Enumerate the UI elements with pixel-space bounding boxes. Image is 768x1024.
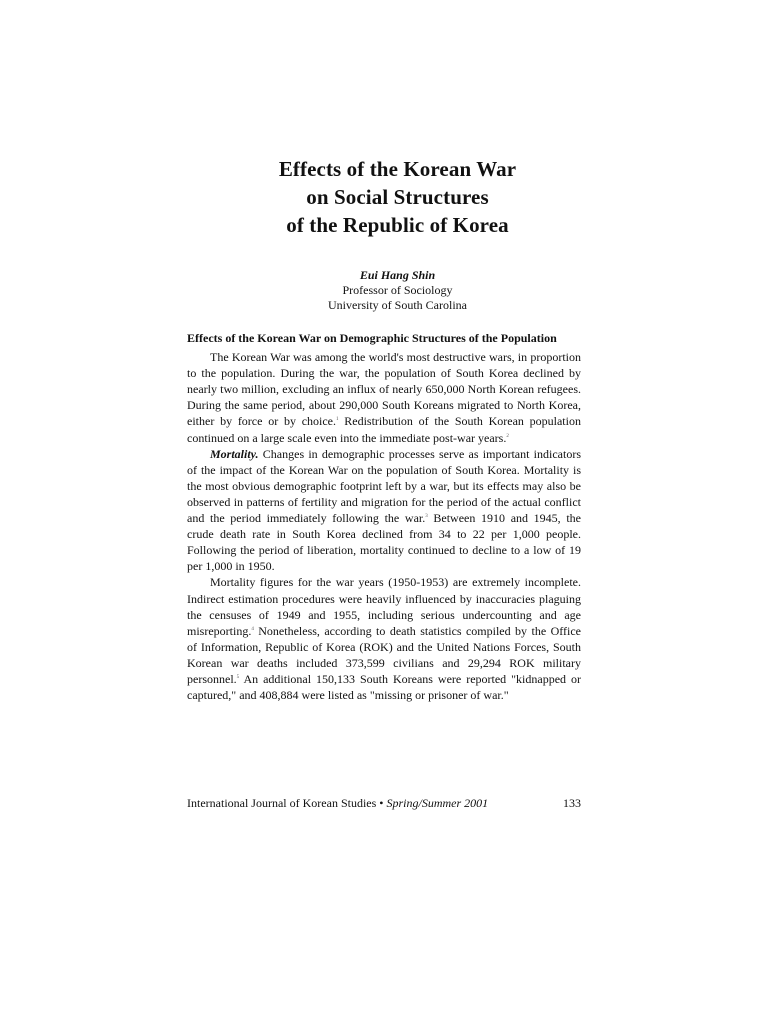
paragraph-2 (187, 446, 581, 575)
page-footer (187, 796, 581, 811)
author-name: Eui Hang Shin (359, 268, 436, 282)
paragraph-3-text-b: Nonetheless, according to death statistics compiled by the Office of Information, Republic of Korea (ROK) and the United Nations Forces, South Korean war deaths included 373,599 civilians and 29,294 ROK military personnel. (187, 623, 581, 686)
title-line-1: Effects of the Korean War (278, 157, 517, 181)
paragraph-3 (187, 574, 581, 703)
footnote-ref-2: 2 (506, 433, 509, 439)
title-line-3: of the Republic of Korea (286, 213, 509, 237)
footnote-ref-3: 3 (425, 514, 428, 520)
author-position: Professor of Sociology (342, 283, 453, 297)
footer-bullet: • (379, 796, 384, 810)
paragraph-2-text-b: Between 1910 and 1945, the crude death rate in South Korea declined from 34 to 22 per 1,000 people. Following the period of liberation, mortality continued to decline to a low of 19 per 1,000 in 1950. (187, 511, 581, 574)
footnote-ref-4: 4 (251, 626, 254, 632)
footer-issue-season: Spring/Summer 2001 (386, 796, 489, 810)
title-line-2: on Social Structures (306, 185, 489, 209)
section-heading: Effects of the Korean War on Demographic Structures of the Population (187, 331, 557, 345)
paragraph-1-text-b: Redistribution of the South Korean population continued on a large scale even into the immediate post-war years. (187, 414, 581, 445)
article-title (0, 155, 768, 239)
run-in-heading-mortality: Mortality. (210, 446, 259, 461)
footnote-ref-1: 1 (336, 417, 339, 423)
footer-citation (187, 796, 488, 811)
author-affiliation: University of South Carolina (328, 298, 467, 312)
paragraph-2-text-a: Changes in demographic processes serve as important indicators of the impact of the Korean War on the population of South Korea. Mortality is the most obvious demographic footprint left by a war, but its effects may also be observed in patterns of fertility and migration for the period of the actual conflict and the period immediately following the war. (187, 446, 581, 526)
author-block (0, 268, 768, 313)
paragraph-3-text-c: An additional 150,133 South Koreans were reported "kidnapped or captured," and 408,884 were listed as "missing or prisoner of war." (187, 671, 581, 703)
paragraph-3-text-a: Mortality figures for the war years (1950-1953) are extremely incomplete. Indirect estimation procedures were heavily influenced by inaccuracies plaguing the censuses of 1949 and 1955, including serious undercounting and age misreporting. (187, 575, 581, 638)
footnote-ref-5: 5 (236, 674, 240, 680)
footer-journal-name: International Journal of Korean Studies (187, 796, 377, 810)
paragraph-1-text-a: The Korean War was among the world's most destructive wars, in proportion to the population. During the war, the population of South Korea declined by nearly two million, excluding an influx of nearly 650,000 North Korean refugees. During the same period, about 290,000 South Koreans migrated to North Korea, either by force or by choice. (187, 350, 581, 429)
paragraph-1 (187, 349, 581, 446)
article-body (187, 330, 581, 703)
page-number: 133 (563, 796, 581, 810)
